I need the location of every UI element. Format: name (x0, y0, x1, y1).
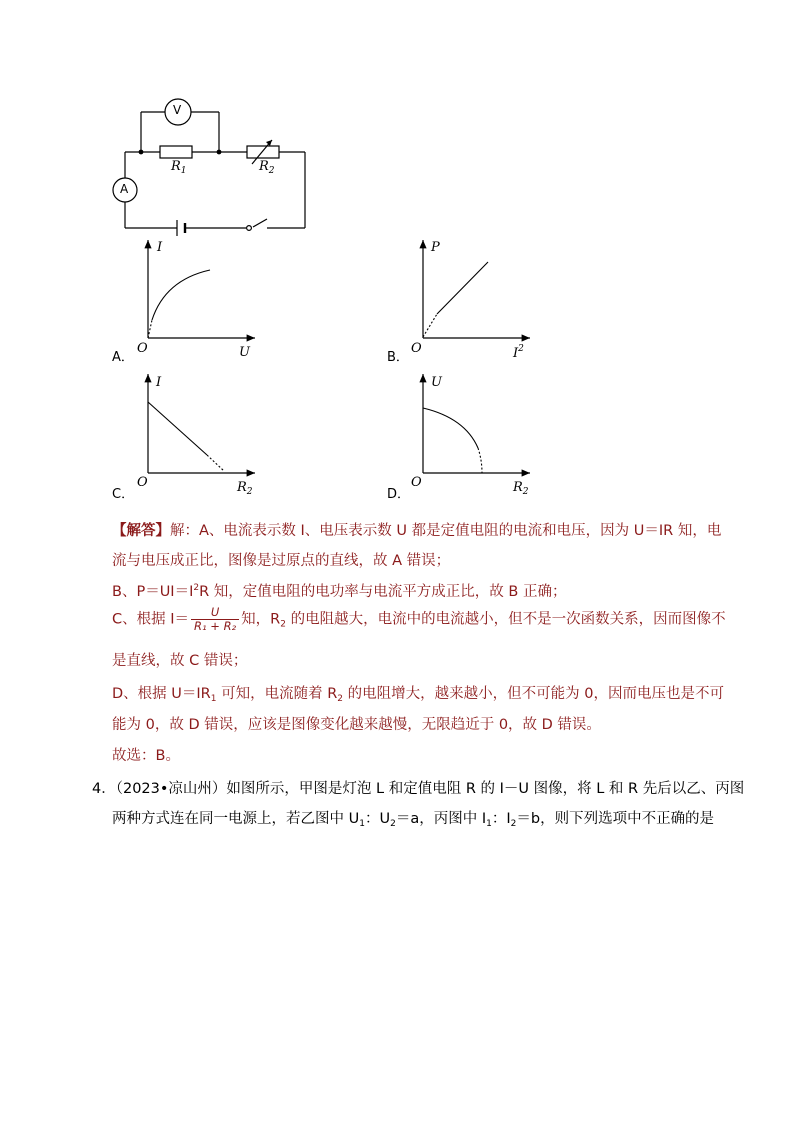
ammeter-label: A (120, 182, 129, 196)
option-c-letter: C． (112, 487, 135, 502)
question-4-line-1: 4．（2023•凉山州）如图所示，甲图是灯泡 L 和定值电阻 R 的 I－U 图像，将 L 和 R 先后以乙、丙图 (92, 781, 745, 797)
answer-line-2: 流与电压成正比，图像是过原点的直线，故 A 错误； (112, 553, 451, 569)
option-d-letter: D． (387, 487, 411, 502)
answer-line-8: 故选：B。 (112, 748, 180, 764)
voltmeter-label: V (173, 103, 182, 117)
answer-line-4: C、根据 I＝ $\frac{U}{\text{R₁ + R₂}}$ 知，$R_2$ 的电阻越大，电流中的电流越小，但不是一次函数关系，因而图像不 (112, 605, 726, 633)
answer-tag: 【解答】 (112, 523, 170, 539)
option-b-y-label: P (431, 240, 440, 255)
option-a-x-label: U (239, 345, 250, 360)
option-c-line (148, 402, 207, 455)
option-c-x-label: $R_2$ (237, 480, 253, 497)
option-b-x-label: $I^2$ (513, 344, 524, 361)
answer-line-6: D、根据 $U=IR_1$ 可知，电流随着 $R_2$ 的电阻增大，越来越小，但不可能为 0，因而电压也是不可 (112, 686, 724, 704)
option-b-origin: O (411, 341, 422, 356)
option-b-letter: B． (387, 350, 409, 365)
option-a-origin: O (137, 341, 148, 356)
option-c-origin: O (137, 475, 148, 490)
fraction: $\frac{U}{\text{R₁ + R₂}}$ (191, 606, 239, 633)
option-b-line (437, 262, 488, 314)
option-d-y-label: U (431, 375, 442, 390)
option-d-x-label: $R_2$ (513, 480, 529, 497)
option-c-y-label: I (156, 375, 162, 390)
answer-line-7: 能为 0，故 D 错误，应该是图像变化越来越慢，无限趋近于 0，故 D 错误。 (112, 717, 601, 733)
resistor-r1-label: $R_1$ (171, 159, 187, 176)
option-d-curve (423, 408, 478, 448)
answer-line-3: B、$P=UI=I^2R$ 知，定值电阻的电功率与电流平方成正比，故 B 正确； (112, 583, 567, 600)
answer-line-1: 【解答】解：A、电流表示数 I、电压表示数 U 都是定值电阻的电流和电压，因为 U＝IR 知，电 (112, 523, 722, 539)
answer-line-5: 是直线，故 C 错误； (112, 653, 248, 669)
option-a-y-label: I (157, 240, 163, 255)
option-d-origin: O (411, 475, 422, 490)
option-a-letter: A． (112, 350, 134, 365)
resistor-r2-label: $R_2$ (259, 159, 275, 176)
graph-axes (0, 0, 794, 520)
question-4-line-2: 两种方式连在同一电源上，若乙图中 $U_1$：$U_2=a$，丙图中 $I_1$：$I_2=b$，则下列选项中不正确的是 (112, 811, 715, 829)
option-a-curve (152, 270, 210, 320)
